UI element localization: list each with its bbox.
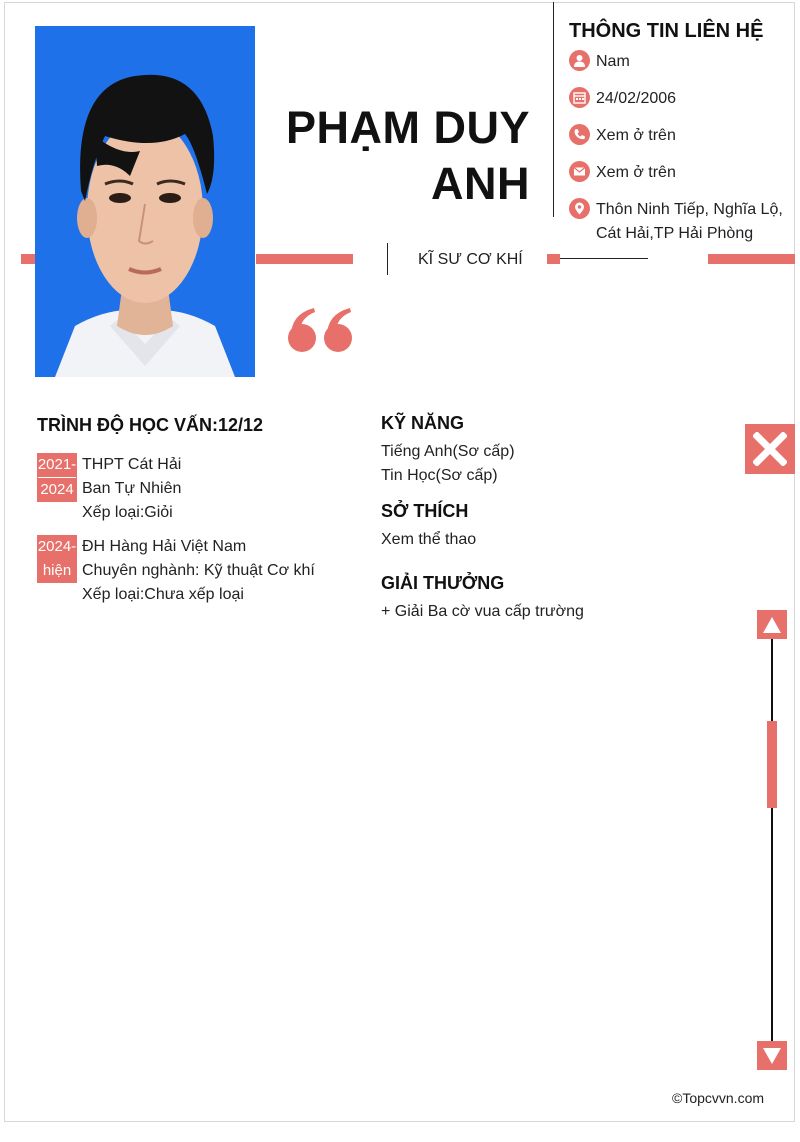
job-title: KĨ SƯ CƠ KHÍ	[418, 251, 523, 268]
year-badge	[37, 453, 77, 502]
scroll-up-button[interactable]	[757, 610, 787, 639]
job-divider	[387, 243, 388, 275]
profile-photo	[35, 26, 255, 377]
hobbies-title: SỞ THÍCH	[381, 501, 469, 521]
arrow-down-icon	[762, 1047, 782, 1065]
contact-phone	[569, 124, 796, 148]
phone-icon	[569, 124, 590, 145]
phone-text: Xem ở trên	[596, 127, 676, 144]
footer-credit: ©Topcvvn.com	[672, 1090, 765, 1106]
scrollbar-track[interactable]	[771, 639, 773, 1041]
birthday-text: 24/02/2006	[596, 90, 677, 107]
year-end: 2024	[40, 481, 74, 498]
contact-gender	[569, 50, 796, 74]
contact-birthday	[569, 87, 796, 111]
year-badge	[37, 535, 77, 583]
full-name	[230, 100, 530, 212]
calendar-icon	[569, 87, 590, 108]
address-text: Thôn Ninh Tiếp, Nghĩa Lộ, Cát Hải,TP Hải Phòng	[596, 201, 783, 242]
year-start: 2021-	[37, 456, 77, 473]
mail-icon	[569, 161, 590, 182]
location-pin-icon	[569, 198, 590, 219]
close-button[interactable]	[745, 424, 795, 474]
gender-text: Nam	[596, 53, 630, 70]
person-icon	[569, 50, 590, 71]
education-line: Xếp loại:Chưa xếp loại	[82, 586, 244, 603]
skills-title: KỸ NĂNG	[381, 413, 465, 433]
arrow-up-icon	[762, 616, 782, 634]
name-line-1: PHẠM DUY	[285, 102, 530, 153]
accent-bar-left	[21, 254, 35, 264]
skill-item: Tin Học(Sơ cấp)	[381, 467, 498, 484]
year-end: hiện	[42, 562, 72, 579]
education-entry	[37, 535, 77, 583]
name-line-2: ANH	[431, 158, 530, 209]
awards-title: GIẢI THƯỞNG	[381, 573, 505, 593]
skill-item: Tiếng Anh(Sơ cấp)	[381, 443, 515, 460]
award-item: + Giải Ba cờ vua cấp trường	[381, 603, 584, 620]
accent-bar-right	[708, 254, 795, 264]
education-entry	[37, 453, 77, 502]
education-title: TRÌNH ĐỘ HỌC VẤN:12/12	[37, 415, 264, 435]
year-start: 2024-	[37, 538, 77, 555]
hobby-item: Xem thể thao	[381, 531, 477, 548]
education-line: Chuyên nghành: Kỹ thuật Cơ khí	[82, 562, 315, 579]
close-icon	[753, 432, 787, 466]
contact-email	[569, 161, 796, 185]
quote-icon	[288, 308, 354, 359]
school-name: ĐH Hàng Hải Việt Nam	[82, 538, 247, 555]
school-name: THPT Cát Hải	[82, 456, 182, 473]
header-divider	[553, 2, 554, 217]
job-underline	[560, 258, 648, 259]
education-details	[82, 453, 181, 525]
education-details	[82, 535, 315, 607]
accent-bar-small	[547, 254, 560, 264]
contact-title: THÔNG TIN LIÊN HỆ	[569, 20, 764, 42]
contact-address	[569, 198, 796, 246]
education-line: Xếp loại:Giỏi	[82, 504, 173, 521]
accent-bar-mid	[256, 254, 353, 264]
skills-list	[381, 440, 515, 488]
email-text: Xem ở trên	[596, 164, 676, 181]
scrollbar-thumb[interactable]	[767, 721, 777, 808]
education-line: Ban Tự Nhiên	[82, 480, 182, 497]
scroll-down-button[interactable]	[757, 1041, 787, 1070]
